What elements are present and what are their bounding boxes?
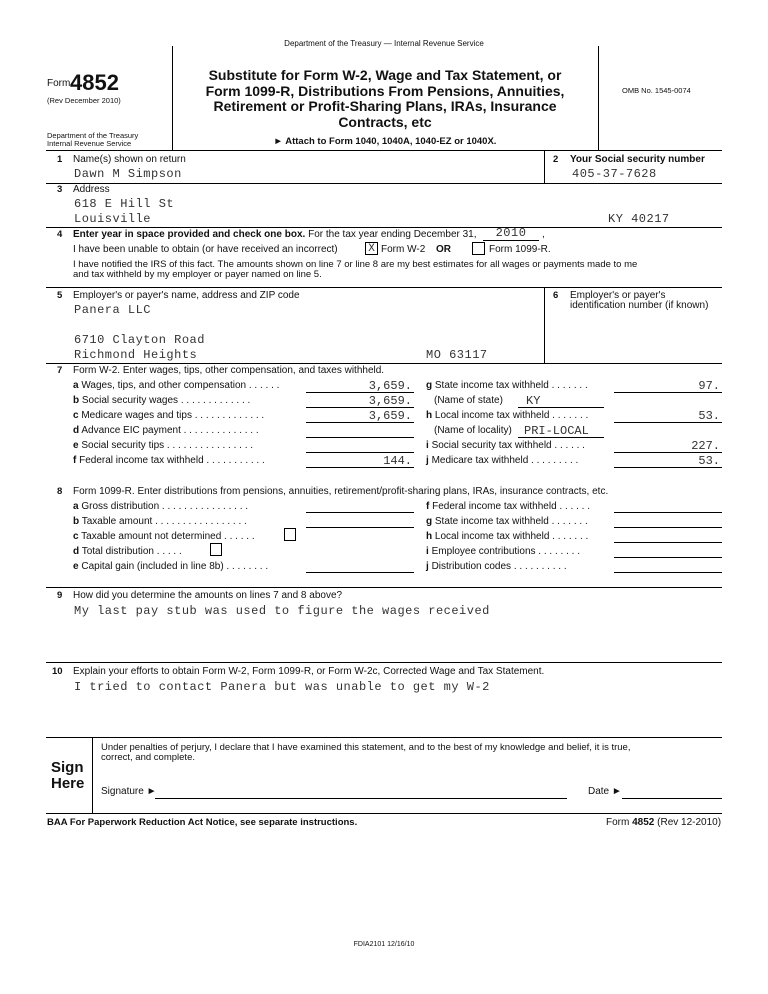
line-7b-label: b Social security wages . . . . . . . . . . . . . [73, 395, 251, 406]
line-8h-label: h Local income tax withheld . . . . . . . [426, 531, 589, 542]
or-label: OR [436, 244, 451, 255]
rev-date: (Rev December 2010) [47, 96, 121, 105]
locality-label: (Name of locality) [434, 425, 512, 436]
wages-value[interactable]: 3,659. [306, 380, 414, 393]
line-8g-label: g State income tax withheld . . . . . . . [426, 516, 588, 527]
line-3-label: Address [73, 184, 110, 195]
1099r-checkbox[interactable] [472, 242, 485, 255]
line-1-num: 1 [57, 154, 63, 165]
line-8-label: Form 1099-R. Enter distributions from pensions, annuities, retirement/profit-sharing plans, IRAs, insurance contracts, etc. [73, 486, 609, 497]
line-4-unable: I have been unable to obtain (or have received an incorrect) [73, 244, 338, 255]
line-7-num: 7 [57, 365, 63, 376]
line-9-answer[interactable]: My last pay stub was used to figure the wages received [74, 604, 490, 618]
here-word: Here [51, 775, 85, 792]
line-7e-label: e Social security tips . . . . . . . . . . . . . . . . [73, 440, 254, 451]
line-6-label-1: Employer's or payer's [570, 290, 666, 301]
total-distribution-checkbox[interactable] [210, 543, 222, 556]
line-4-instruction [73, 229, 477, 240]
line-2-num: 2 [553, 154, 559, 165]
dept-left-2: Internal Revenue Service [47, 139, 132, 148]
line-6-label-2: identification number (if known) [570, 300, 709, 311]
line-4-rest: For the tax year ending December 31, [308, 229, 477, 240]
line-8-num: 8 [57, 486, 63, 497]
ss-wages-value[interactable]: 3,659. [306, 395, 414, 408]
line-7j-label: j Medicare tax withheld . . . . . . . . . [426, 455, 579, 466]
line-8f-label: f Federal income tax withheld . . . . . . [426, 501, 590, 512]
employer-city[interactable]: Richmond Heights [74, 348, 198, 362]
ss-tips-value[interactable] [306, 440, 414, 453]
line-8b-label: b Taxable amount . . . . . . . . . . . . . . . . . [73, 516, 247, 527]
capital-gain-value[interactable] [306, 560, 414, 573]
title-line-3: Retirement or Profit-Sharing Plans, IRAs, Insurance [213, 98, 557, 114]
date-line[interactable] [622, 798, 722, 799]
employer-name[interactable]: Panera LLC [74, 303, 152, 317]
line-8j-label: j Distribution codes . . . . . . . . . . [426, 561, 567, 572]
tax-year[interactable]: 2010 [483, 227, 539, 241]
form-code: FDIA2101 12/16/10 [353, 941, 415, 948]
title-line-1: Substitute for Form W-2, Wage and Tax Statement, or [208, 67, 562, 83]
line-7a-label: a Wages, tips, and other compensation . . . . . . [73, 380, 280, 391]
r-state-tax-value[interactable] [614, 515, 722, 528]
agency-top: Department of the Treasury — Internal Revenue Service [284, 39, 484, 48]
line-8i-label: i Employee contributions . . . . . . . . [426, 546, 580, 557]
line-8e-label: e Capital gain (included in line 8b) . . . . . . . . [73, 561, 269, 572]
1099r-check-label: Form 1099-R. [489, 244, 551, 255]
medicare-wages-value[interactable]: 3,659. [306, 410, 414, 423]
line-7f-label: f Federal income tax withheld . . . . . . . . . . . [73, 455, 265, 466]
state-name-value[interactable]: KY [518, 395, 604, 408]
baa-notice: BAA For Paperwork Reduction Act Notice, see separate instructions. [47, 817, 358, 828]
eic-value[interactable] [306, 425, 414, 438]
line-8d-label: d Total distribution . . . . . [73, 546, 182, 557]
r-local-tax-value[interactable] [614, 530, 722, 543]
line-3-num: 3 [57, 184, 63, 195]
line-9-label: How did you determine the amounts on lines 7 and 8 above? [73, 590, 343, 601]
local-tax-value[interactable]: 53. [614, 410, 722, 423]
line-4-notified-2: and tax withheld by my employer or payer named on line 5. [73, 269, 322, 280]
line-8a-label: a Gross distribution . . . . . . . . . . . . . . . . [73, 501, 249, 512]
line-4-notified-1: I have notified the IRS of this fact. The amounts shown on line 7 or line 8 are my best estimates for all wages or payments made to me [73, 259, 638, 270]
ssn-value[interactable]: 405-37-7628 [572, 167, 657, 181]
signature-label: Signature ► [101, 786, 157, 797]
line-5-num: 5 [57, 290, 63, 301]
state-tax-value[interactable]: 97. [614, 380, 722, 393]
line-9-num: 9 [57, 590, 63, 601]
line-8c-label: c Taxable amount not determined . . . . . . [73, 531, 255, 542]
r-fed-tax-value[interactable] [614, 500, 722, 513]
medicare-tax-value[interactable]: 53. [614, 455, 722, 468]
line-5-label: Employer's or payer's name, address and ZIP code [73, 290, 300, 301]
address-state-zip[interactable]: KY 40217 [608, 212, 670, 226]
address-city[interactable]: Louisville [74, 212, 152, 226]
omb-number: OMB No. 1545-0074 [622, 86, 691, 95]
taxable-not-determined-checkbox[interactable] [284, 528, 296, 541]
title-line-2: Form 1099-R, Distributions From Pensions, Annuities, [205, 82, 565, 99]
line-4-bold: Enter year in space provided and check one box. [73, 229, 306, 240]
line-6-num: 6 [553, 290, 559, 301]
line-7d-label: d Advance EIC payment . . . . . . . . . . . . . . [73, 425, 259, 436]
state-name-label: (Name of state) [434, 395, 503, 406]
sign-word: Sign [51, 759, 84, 776]
penalty-text-1: Under penalties of perjury, I declare that I have examined this statement, and to the best of my knowledge and belief, it is true, [101, 742, 631, 753]
sign-here [51, 760, 84, 792]
w2-check-label: Form W-2 [381, 244, 426, 255]
form-title [172, 68, 598, 130]
line-4-num: 4 [57, 229, 63, 240]
employer-state-zip[interactable]: MO 63117 [426, 348, 488, 362]
line-2-label: Your Social security number [570, 154, 705, 165]
penalty-text-2: correct, and complete. [101, 752, 195, 763]
dept-left-1: Department of the Treasury [47, 131, 139, 140]
line-7c-label: c Medicare wages and tips . . . . . . . . . . . . . [73, 410, 265, 421]
address-street[interactable]: 618 E Hill St [74, 197, 175, 211]
line-10-label: Explain your efforts to obtain Form W-2, Form 1099-R, or Form W-2c, Corrected Wage and Tax Statement. [73, 666, 545, 677]
line-7i-label: i Social security tax withheld . . . . . . [426, 440, 585, 451]
form-number: 4852 [70, 70, 119, 95]
year-comma: , [542, 229, 545, 240]
line-10-num: 10 [52, 666, 63, 677]
employer-street[interactable]: 6710 Clayton Road [74, 333, 205, 347]
form-word: Form [47, 78, 71, 89]
w2-checkbox[interactable]: X [365, 242, 378, 255]
locality-value[interactable]: PRI-LOCAL [518, 425, 604, 438]
date-label: Date ► [588, 786, 622, 797]
attach-note: ► Attach to Form 1040, 1040A, 1040-EZ or 1040X. [273, 136, 497, 147]
title-line-4: Contracts, etc [338, 113, 432, 130]
ss-tax-value[interactable]: 227. [614, 440, 722, 453]
signature-line[interactable] [155, 798, 567, 799]
line-7g-label: g State income tax withheld . . . . . . . [426, 380, 588, 391]
fed-tax-value[interactable]: 144. [306, 455, 414, 468]
distribution-codes-value[interactable] [614, 560, 722, 573]
line-7-label: Form W-2. Enter wages, tips, other compensation, and taxes withheld. [73, 365, 385, 376]
line-7h-label: h Local income tax withheld . . . . . . . [426, 410, 589, 421]
gross-distribution-value[interactable] [306, 500, 414, 513]
form-ref: Form 4852 (Rev 12-2010) [606, 817, 722, 828]
line-1-label: Name(s) shown on return [73, 154, 186, 165]
employee-contributions-value[interactable] [614, 545, 722, 558]
taxable-amount-value[interactable] [306, 515, 414, 528]
taxpayer-name[interactable]: Dawn M Simpson [74, 167, 182, 181]
line-10-answer[interactable]: I tried to contact Panera but was unable to get my W-2 [74, 680, 490, 694]
